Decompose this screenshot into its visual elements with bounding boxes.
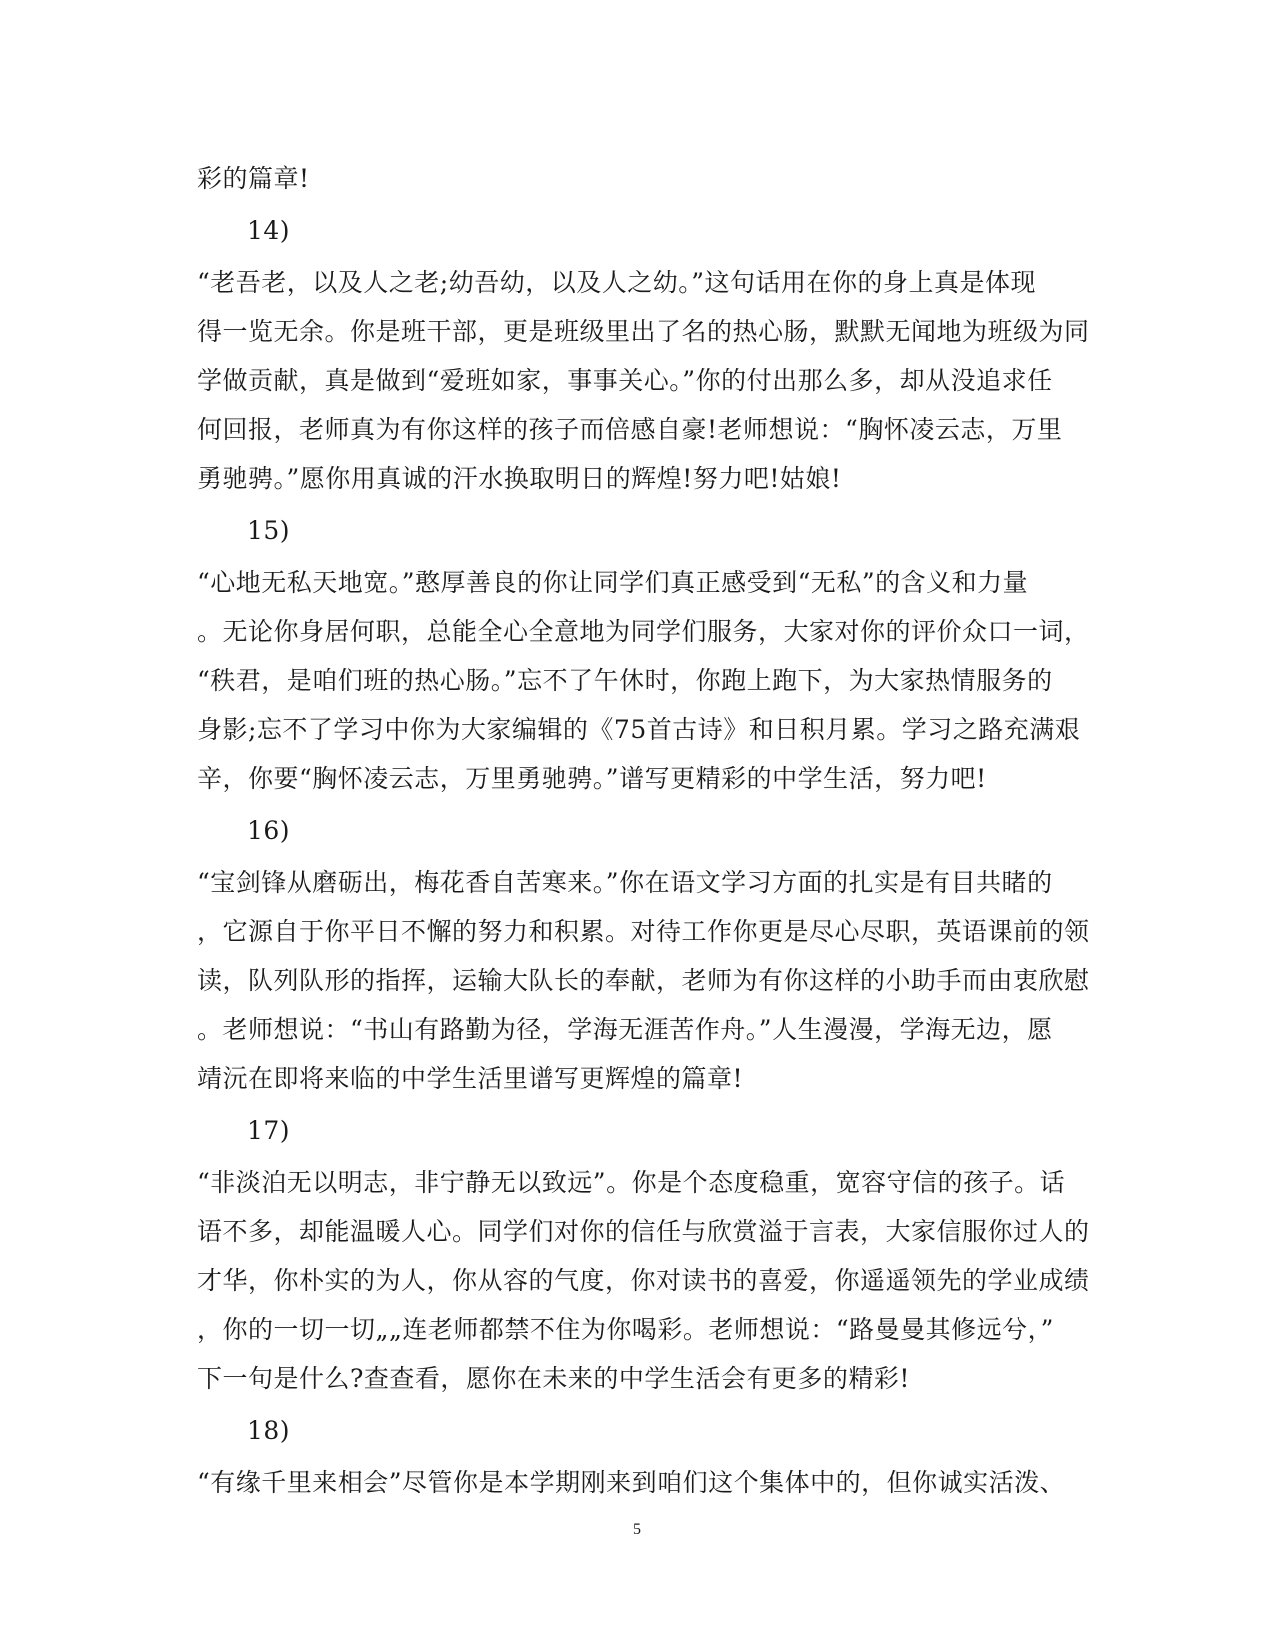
text-line: 。无论你身居何职，总能全心全意地为同学们服务，大家对你的评价众口一词，	[197, 617, 1090, 646]
text-line: “非淡泊无以明志，非宁静无以致远”。你是个态度稳重，宽容守信的孩子。话	[197, 1168, 1066, 1197]
text-line: “老吾老，以及人之老;幼吾幼，以及人之幼。”这句话用在你的身上真是体现	[197, 268, 1036, 297]
text-line: “秩君，是咱们班的热心肠。”忘不了午休时，你跑上跑下，为大家热情服务的	[197, 666, 1053, 695]
text-line: “心地无私天地宽。”憨厚善良的你让同学们真正感受到“无私”的含义和力量	[197, 568, 1029, 597]
text-line: 才华，你朴实的为人，你从容的气度，你对读书的喜爱，你遥遥领先的学业成绩	[197, 1266, 1090, 1295]
text-line: ，它源自于你平日不懈的努力和积累。对待工作你更是尽心尽职，英语课前的领	[197, 917, 1090, 946]
text-line: “宝剑锋从磨砺出，梅花香自苦寒来。”你在语文学习方面的扎实是有目共睹的	[197, 868, 1053, 897]
text-line: 读，队列队形的指挥，运输大队长的奉献，老师为有你这样的小助手而由衷欣慰	[197, 966, 1090, 995]
text-line: 语不多，却能温暖人心。同学们对你的信任与欣赏溢于言表，大家信服你过人的	[197, 1217, 1090, 1246]
item-number: 17)	[247, 1116, 291, 1145]
text-line: 下一句是什么?查查看，愿你在未来的中学生活会有更多的精彩!	[197, 1364, 910, 1393]
text-line: 。老师想说：“书山有路勤为径，学海无涯苦作舟。”人生漫漫，学海无边，愿	[197, 1015, 1053, 1044]
item-number: 14)	[247, 216, 291, 245]
item-number: 16)	[247, 816, 291, 845]
text-line: 勇驰骋。”愿你用真诚的汗水换取明日的辉煌!努力吧!姑娘!	[197, 464, 842, 493]
text-line: 靖沅在即将来临的中学生活里谱写更辉煌的篇章!	[197, 1064, 744, 1093]
text-line: 得一览无余。你是班干部，更是班级里出了名的热心肠，默默无闻地为班级为同	[197, 317, 1090, 346]
item-number: 18)	[247, 1416, 291, 1445]
text-line: 彩的篇章!	[197, 164, 310, 193]
text-line: 学做贡献，真是做到“爱班如家，事事关心。”你的付出那么多，却从没追求任	[197, 366, 1053, 395]
item-number: 15)	[247, 516, 291, 545]
text-line: ，你的一切一切„„连老师都禁不住为你喝彩。老师想说：“路曼曼其修远兮，”	[197, 1315, 1054, 1344]
document-body	[197, 154, 1090, 1507]
text-line: “有缘千里来相会”尽管你是本学期刚来到咱们这个集体中的，但你诚实活泼、	[197, 1468, 1066, 1497]
text-line: 辛，你要“胸怀凌云志，万里勇驰骋。”谱写更精彩的中学生活，努力吧!	[197, 764, 987, 793]
page-number: 5	[633, 1521, 641, 1538]
text-line: 身影;忘不了学习中你为大家编辑的《75首古诗》和日积月累。学习之路充满艰	[197, 715, 1081, 744]
text-line: 何回报，老师真为有你这样的孩子而倍感自豪!老师想说：“胸怀凌云志，万里	[197, 415, 1063, 444]
